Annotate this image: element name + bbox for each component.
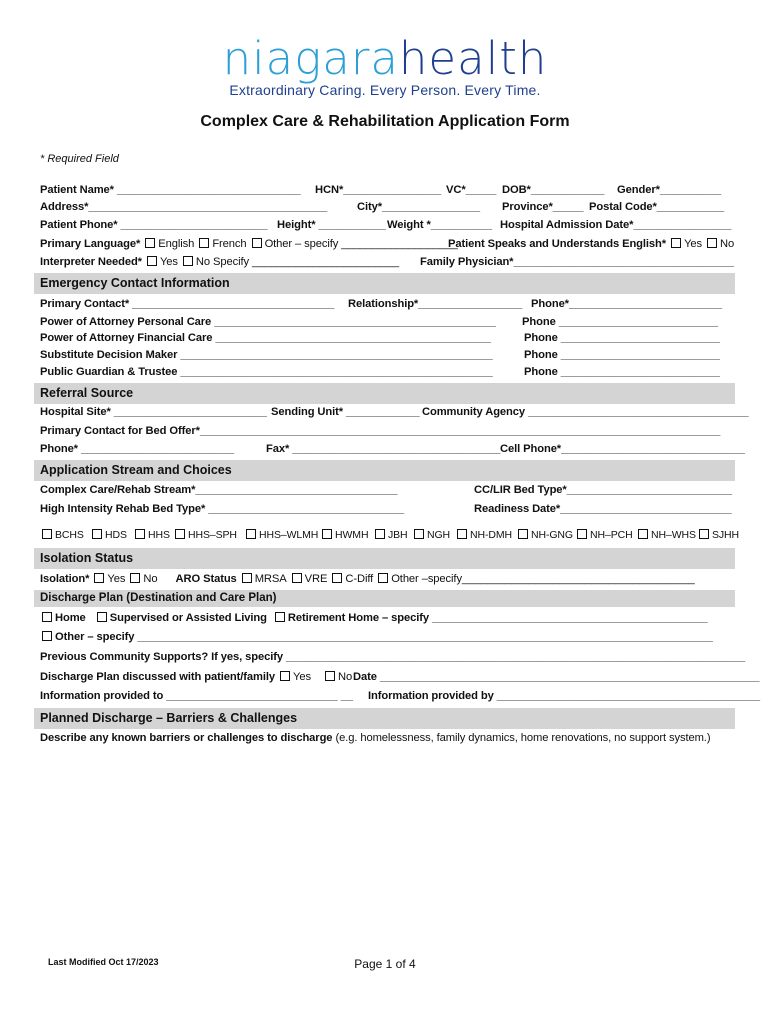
height-field[interactable]: Height* ___________ bbox=[277, 219, 386, 231]
site-option[interactable]: JBH bbox=[373, 529, 408, 541]
poa-financial-field[interactable]: Power of Attorney Financial Care _____________________________________________ bbox=[40, 332, 491, 344]
discharge-other-row bbox=[40, 631, 713, 643]
poa-personal-field[interactable]: Power of Attorney Personal Care ______________________________________________ bbox=[40, 316, 496, 328]
site-option[interactable]: HHS bbox=[133, 529, 170, 541]
referral-section-header bbox=[34, 383, 735, 404]
site-option[interactable]: NH–PCH bbox=[575, 529, 633, 541]
bed-offer-contact-field[interactable]: Primary Contact for Bed Offer*_____________________________________________________________________________________ bbox=[40, 425, 721, 437]
logo-part1: niagara bbox=[222, 32, 399, 85]
isolation-row bbox=[40, 573, 695, 585]
cdiff-checkbox[interactable] bbox=[332, 573, 342, 583]
logo-tagline: Extraordinary Caring. Every Person. Every Time. bbox=[229, 82, 541, 98]
site-option[interactable]: NGH bbox=[412, 529, 450, 541]
discharge-section-header bbox=[34, 590, 735, 607]
section-heading: Planned Discharge – Barriers & Challenges bbox=[40, 711, 298, 725]
poa-personal-phone-field[interactable]: Phone __________________________ bbox=[522, 316, 718, 328]
info-provided-to-field[interactable]: Information provided to ____________________________ __ bbox=[40, 690, 353, 702]
english-checkbox[interactable] bbox=[145, 238, 155, 248]
other-isolation-field[interactable]: Other –specify______________________________________ bbox=[391, 573, 695, 585]
other-language-field[interactable]: Other – specify ___________________ bbox=[264, 238, 458, 250]
family-physician-field[interactable]: Family Physician*____________________________________ bbox=[420, 256, 734, 268]
info-provided-by-field[interactable]: Information provided by ___________________________________________ bbox=[368, 690, 760, 702]
plan-discussed-no-checkbox[interactable] bbox=[325, 671, 335, 681]
interpreter-specify-field[interactable]: Specify ________________________ bbox=[213, 256, 399, 268]
admission-date-field[interactable]: Hospital Admission Date*________________ bbox=[500, 219, 732, 231]
discharge-other-field[interactable]: Other – specify ______________________________________________________________________________________________ bbox=[55, 631, 713, 643]
required-note: * Required Field bbox=[40, 153, 119, 165]
french-label: French bbox=[212, 238, 247, 250]
yes-label: Yes bbox=[107, 573, 126, 585]
logo-part2: health bbox=[398, 32, 548, 85]
section-heading: Isolation Status bbox=[40, 551, 134, 565]
fax-field[interactable]: Fax* __________________________________ bbox=[266, 443, 501, 455]
form-title: Complex Care & Rehabilitation Application Form bbox=[200, 113, 570, 130]
plan-discussed-yes-checkbox[interactable] bbox=[280, 671, 290, 681]
supervised-living-checkbox[interactable] bbox=[97, 612, 107, 622]
home-checkbox[interactable] bbox=[42, 612, 52, 622]
vre-checkbox[interactable] bbox=[292, 573, 302, 583]
site-option[interactable]: NH–WHS bbox=[636, 529, 696, 541]
isolation-section-header bbox=[34, 548, 735, 569]
yes-label: Yes bbox=[684, 238, 703, 250]
stream-section-header bbox=[34, 460, 735, 481]
section-heading: Emergency Contact Information bbox=[40, 276, 230, 290]
poa-financial-phone-field[interactable]: Phone __________________________ bbox=[524, 332, 720, 344]
retirement-home-field[interactable]: Retirement Home – specify _____________________________________________ bbox=[287, 612, 708, 624]
high-intensity-bed-type-field[interactable]: High Intensity Rehab Bed Type* ________________________________ bbox=[40, 503, 405, 515]
vc-field[interactable]: VC*_____ bbox=[446, 184, 497, 196]
site-option[interactable]: NH-GNG bbox=[516, 529, 573, 541]
primary-language-row bbox=[40, 238, 458, 250]
interpreter-no-checkbox[interactable] bbox=[183, 256, 193, 266]
discussed-date-field[interactable]: Date ______________________________________________________________ bbox=[353, 671, 760, 683]
relationship-field[interactable]: Relationship*_________________ bbox=[348, 298, 523, 310]
site-option[interactable]: HHS–WLMH bbox=[244, 529, 318, 541]
site-option[interactable]: HWMH bbox=[320, 529, 368, 541]
french-checkbox[interactable] bbox=[199, 238, 209, 248]
emergency-phone-field[interactable]: Phone*_________________________ bbox=[531, 298, 722, 310]
public-guardian-field[interactable]: Public Guardian & Trustee ___________________________________________________ bbox=[40, 366, 493, 378]
yes-label: Yes bbox=[159, 256, 178, 268]
barriers-section-header bbox=[34, 708, 735, 729]
speaks-english-no-checkbox[interactable] bbox=[707, 238, 717, 248]
isolation-yes-checkbox[interactable] bbox=[94, 573, 104, 583]
previous-supports-field[interactable]: Previous Community Supports? If yes, specify ___________________________________________________________________________ bbox=[40, 651, 746, 663]
discharge-destination-row bbox=[40, 612, 707, 624]
substitute-phone-field[interactable]: Phone __________________________ bbox=[524, 349, 720, 361]
other-language-checkbox[interactable] bbox=[252, 238, 262, 248]
site-option[interactable]: HDS bbox=[90, 529, 127, 541]
province-field[interactable]: Province*_____ bbox=[502, 201, 584, 213]
plan-discussed-row bbox=[40, 671, 352, 683]
supervised-living-label: Supervised or Assisted Living bbox=[109, 612, 267, 624]
aro-status-label: ARO Status bbox=[175, 573, 237, 585]
no-label: No bbox=[143, 573, 158, 585]
city-field[interactable]: City*________________ bbox=[357, 201, 480, 213]
referral-phone-field[interactable]: Phone* _________________________ bbox=[40, 443, 234, 455]
vre-label: VRE bbox=[304, 573, 328, 585]
mrsa-label: MRSA bbox=[254, 573, 287, 585]
english-label: English bbox=[158, 238, 195, 250]
home-label: Home bbox=[55, 612, 86, 624]
hospital-site-field[interactable]: Hospital Site* _________________________ bbox=[40, 406, 267, 418]
plan-discussed-label: Discharge Plan discussed with patient/family bbox=[40, 671, 275, 683]
complex-care-stream-field[interactable]: Complex Care/Rehab Stream*_________________________________ bbox=[40, 484, 398, 496]
postal-code-field[interactable]: Postal Code*___________ bbox=[589, 201, 725, 213]
section-heading: Referral Source bbox=[40, 386, 134, 400]
last-modified: Last Modified Oct 17/2023 bbox=[48, 957, 159, 967]
community-agency-field[interactable]: Community Agency ____________________________________ bbox=[422, 406, 749, 418]
section-heading: Discharge Plan (Destination and Care Plan) bbox=[40, 592, 277, 604]
gender-field[interactable]: Gender*__________ bbox=[617, 184, 722, 196]
section-heading: Application Stream and Choices bbox=[40, 463, 232, 477]
weight-field[interactable]: Weight *__________ bbox=[387, 219, 492, 231]
cell-phone-field[interactable]: Cell Phone*______________________________ bbox=[500, 443, 745, 455]
yes-label: Yes bbox=[292, 671, 311, 683]
interpreter-row bbox=[40, 256, 399, 268]
cdiff-label: C-Diff bbox=[345, 573, 374, 585]
patient-name-field[interactable]: Patient Name* ______________________________ bbox=[40, 184, 301, 196]
patient-phone-field[interactable]: Patient Phone* ________________________ bbox=[40, 219, 268, 231]
no-label: No bbox=[195, 256, 211, 268]
address-field[interactable]: Address*_______________________________________ bbox=[40, 201, 328, 213]
site-option[interactable]: SJHH bbox=[697, 529, 739, 541]
speaks-english-yes-checkbox[interactable] bbox=[671, 238, 681, 248]
primary-contact-field[interactable]: Primary Contact* _________________________________ bbox=[40, 298, 335, 310]
barriers-example: (e.g. homelessness, family dynamics, home renovations, no support system.) bbox=[335, 732, 711, 744]
interpreter-label: Interpreter Needed* bbox=[40, 256, 142, 268]
isolation-label: Isolation* bbox=[40, 573, 90, 585]
logo bbox=[0, 34, 770, 84]
barriers-description bbox=[40, 732, 710, 744]
isolation-no-checkbox[interactable] bbox=[130, 573, 140, 583]
speaks-english-label: Patient Speaks and Understands English* bbox=[448, 238, 667, 250]
dob-field[interactable]: DOB*____________ bbox=[502, 184, 605, 196]
guardian-phone-field[interactable]: Phone __________________________ bbox=[524, 366, 720, 378]
discharge-other-checkbox[interactable] bbox=[42, 631, 52, 641]
cclir-bed-type-field[interactable]: CC/LIR Bed Type*___________________________ bbox=[474, 484, 732, 496]
substitute-decision-maker-field[interactable]: Substitute Decision Maker ___________________________________________________ bbox=[40, 349, 493, 361]
site-option[interactable]: HHS–SPH bbox=[173, 529, 237, 541]
page-number: Page 1 of 4 bbox=[354, 957, 416, 971]
speaks-english-row bbox=[448, 238, 734, 250]
other-isolation-checkbox[interactable] bbox=[378, 573, 388, 583]
primary-language-label: Primary Language* bbox=[40, 238, 141, 250]
interpreter-yes-checkbox[interactable] bbox=[147, 256, 157, 266]
readiness-date-field[interactable]: Readiness Date*____________________________ bbox=[474, 503, 732, 515]
no-label: No bbox=[720, 238, 735, 250]
emergency-section-header bbox=[34, 273, 735, 294]
sending-unit-field[interactable]: Sending Unit* ____________ bbox=[271, 406, 420, 418]
hcn-field[interactable]: HCN*________________ bbox=[315, 184, 442, 196]
mrsa-checkbox[interactable] bbox=[242, 573, 252, 583]
barriers-prompt: Describe any known barriers or challenges to discharge bbox=[40, 732, 333, 744]
site-option[interactable]: BCHS bbox=[40, 529, 84, 541]
retirement-home-checkbox[interactable] bbox=[275, 612, 285, 622]
site-option[interactable]: NH-DMH bbox=[455, 529, 512, 541]
barriers-text-area[interactable] bbox=[40, 750, 730, 940]
no-label: No bbox=[337, 671, 353, 683]
